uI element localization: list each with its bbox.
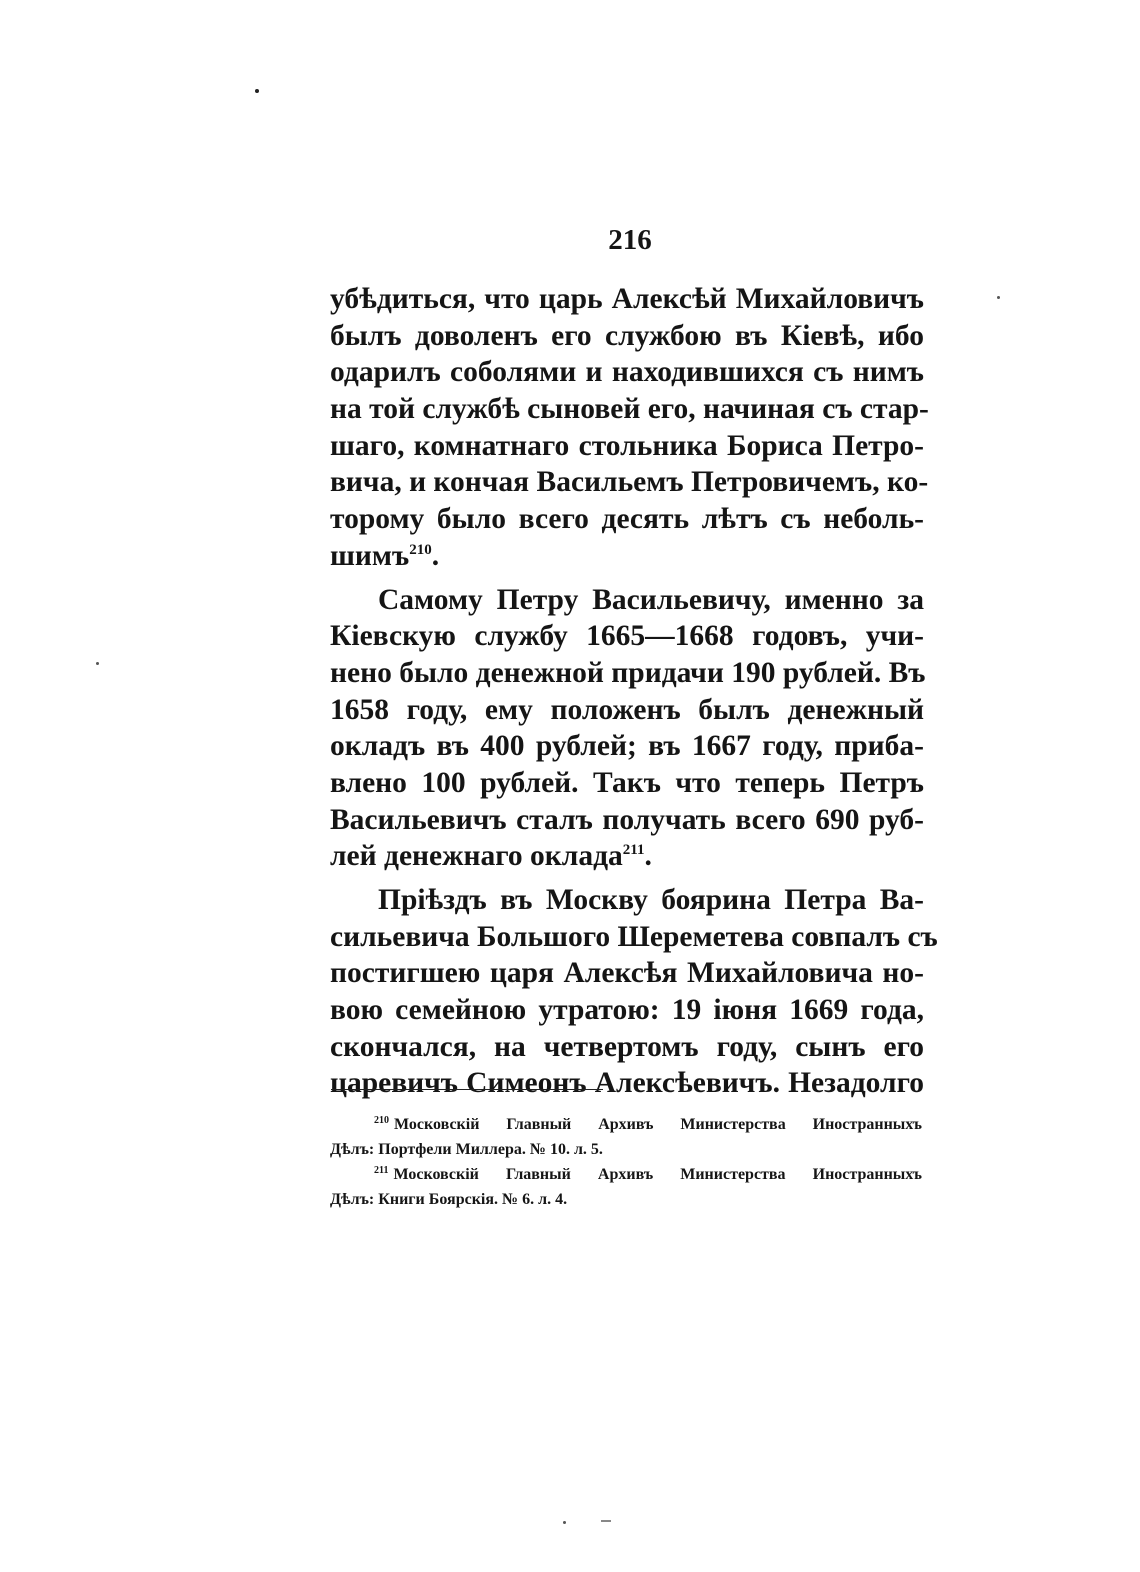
body-text	[330, 281, 938, 1102]
text-line: влено 100 рублей. Такъ что теперь Петръ	[330, 766, 924, 799]
scan-speck	[601, 1520, 611, 1522]
scan-speck	[997, 296, 1000, 299]
text-line: Самому Петру Васильевичу, именно за	[378, 583, 924, 616]
page-number: 216	[608, 224, 652, 256]
footnote-211-cont: Дѣлъ: Книги Боярскія. № 6. л. 4.	[330, 1191, 568, 1208]
footnote-210	[330, 1112, 922, 1137]
footnote-ref-211[interactable]: 211	[622, 842, 645, 859]
text-line: нено было денежной придачи 190 рублей. Въ	[330, 656, 926, 689]
scan-speck	[255, 89, 259, 93]
text-line: Кіевскую службу 1665—1668 годовъ, учи-	[330, 620, 924, 653]
text-line-end: .	[431, 539, 440, 572]
text-line: одарилъ соболями и находившихся съ нимъ	[330, 356, 924, 389]
text-line: Васильевичъ сталъ получать всего 690 руб-	[330, 803, 924, 836]
text-line: вою семейною утратою: 19 іюня 1669 года,	[330, 994, 924, 1027]
text-line-content: шимъ	[330, 539, 410, 572]
text-line: вича, и кончая Васильемъ Петровичемъ, ко-	[330, 466, 929, 499]
text-line: убѣдиться, что царь Алексѣй Михайловичъ	[330, 283, 924, 315]
text-line: былъ доволенъ его службою въ Кіевѣ, ибо	[330, 319, 924, 352]
text-line-content: лей денежнаго оклада	[330, 840, 623, 873]
text-line: царевичъ Симеонъ Алексѣевичъ. Незадолго	[330, 1067, 924, 1100]
scan-speck	[96, 662, 99, 665]
footnotes	[330, 1112, 922, 1212]
footnote-number: 211	[374, 1164, 389, 1176]
footnote-text: Московскій Главный Архивъ Министерства Иностранныхъ	[393, 1166, 922, 1183]
text-line	[330, 538, 924, 575]
text-line: шаго, комнатнаго стольника Бориса Петро-	[330, 429, 924, 462]
text-line: торому было всего десять лѣтъ съ неболь-	[330, 503, 924, 536]
text-line: скончался, на четвертомъ году, сынъ его	[330, 1030, 924, 1063]
text-line: Пріѣздъ въ Москву боярина Петра Ва-	[378, 884, 924, 916]
footnote-210-cont: Дѣлъ: Портфели Миллера. № 10. л. 5.	[330, 1141, 603, 1158]
text-line: окладъ въ 400 рублей; въ 1667 году, приба-	[330, 730, 924, 763]
text-line-end: .	[644, 840, 652, 873]
footnote-number: 210	[374, 1114, 389, 1126]
footnote-ref-210[interactable]: 210	[409, 541, 432, 558]
text-line	[330, 838, 924, 875]
footnote-211	[330, 1162, 922, 1187]
footnote-divider	[331, 1089, 603, 1090]
footnote-text: Московскій Главный Архивъ Министерства Иностранныхъ	[394, 1116, 922, 1133]
text-line: постигшею царя Алексѣя Михайловича но-	[330, 957, 924, 990]
text-line: сильевича Большого Шереметева совпалъ съ	[330, 920, 938, 953]
scan-speck	[563, 1521, 566, 1524]
text-line: на той службѣ сыновей его, начиная съ стар-	[330, 393, 929, 426]
text-line: 1658 году, ему положенъ былъ денежный	[330, 693, 924, 726]
